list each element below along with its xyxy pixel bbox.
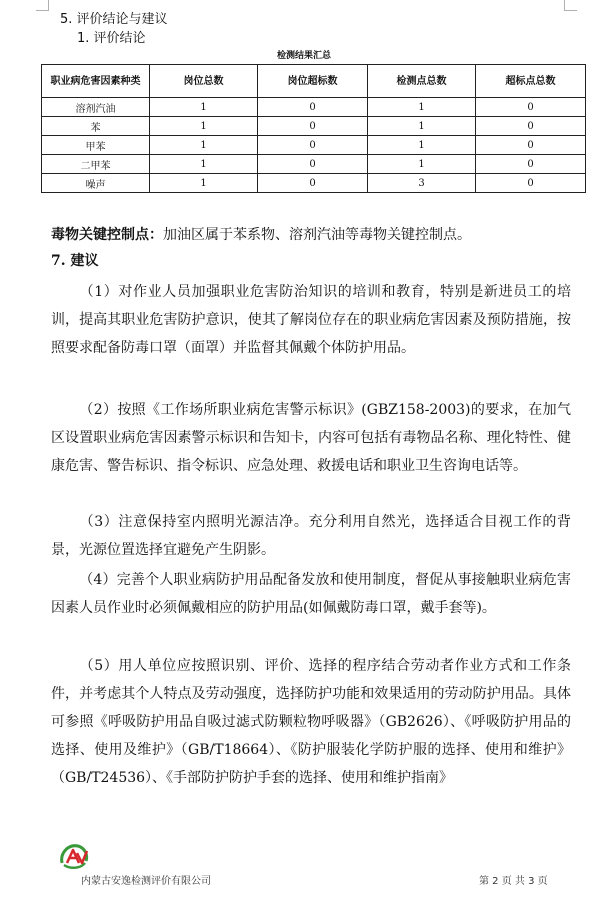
suggestion-item	[51, 652, 571, 792]
table-cell: 0	[476, 117, 586, 136]
table-cell: 0	[258, 174, 368, 193]
suggestion-item	[51, 396, 571, 480]
table-cell: 0	[476, 155, 586, 174]
header-point-exceed: 超标点总数	[476, 65, 586, 98]
table-cell: 噪声	[42, 174, 150, 193]
margin-corner-mark	[36, 0, 49, 11]
table-cell: 1	[368, 117, 476, 136]
header-point-total: 检测点总数	[368, 65, 476, 98]
table-cell: 苯	[42, 117, 150, 136]
suggestion-item	[51, 566, 571, 622]
footer-page-number: 第 2 页 共 3 页	[479, 876, 548, 887]
table-cell: 1	[150, 174, 258, 193]
table-cell: 0	[476, 98, 586, 117]
critical-text: 加油区属于苯系物、溶剂汽油等毒物关键控制点。	[163, 227, 471, 243]
table-cell: 1	[368, 136, 476, 155]
subsection-title: 1. 评价结论	[77, 31, 146, 46]
suggestion-text: （4）完善个人职业病防护用品配备发放和使用制度，督促从事接触职业病危害因素人员作业时必须佩戴相应的防护用品(如佩戴防毒口罩，戴手套等)。	[51, 572, 571, 616]
table-cell: 二甲苯	[42, 155, 150, 174]
table-cell: 1	[150, 117, 258, 136]
table-cell: 0	[258, 98, 368, 117]
critical-label: 毒物关键控制点：	[51, 227, 163, 243]
table-cell: 1	[150, 98, 258, 117]
table-cell: 1	[368, 155, 476, 174]
critical-control-point	[51, 221, 571, 249]
margin-corner-mark	[564, 0, 577, 11]
footer-company: 内蒙古安逸检测评价有限公司	[81, 876, 211, 887]
suggestion-text: （1）对作业人员加强职业危害防治知识的培训和教育，特别是新进员工的培训，提高其职业危害防护意识，使其了解岗位存在的职业病危害因素及预防措施，按照要求配备防毒口罩（面罩）并监督其佩戴个体防护用品。	[51, 284, 571, 356]
table-header-row	[42, 65, 586, 98]
table-row	[42, 117, 586, 136]
table-cell: 1	[150, 155, 258, 174]
company-logo-icon	[58, 841, 90, 871]
header-factor: 职业病危害因素种类	[42, 65, 150, 98]
suggestions-title: 7. 建议	[51, 253, 99, 269]
table-row	[42, 136, 586, 155]
table-cell: 0	[476, 174, 586, 193]
table-cell: 甲苯	[42, 136, 150, 155]
section-title: 5. 评价结论与建议	[60, 12, 168, 27]
table-caption: 检测结果汇总	[276, 51, 331, 61]
table-cell: 0	[258, 136, 368, 155]
table-cell: 0	[476, 136, 586, 155]
table-row	[42, 98, 586, 117]
table-cell: 1	[150, 136, 258, 155]
suggestion-item	[51, 508, 571, 564]
table-row	[42, 174, 586, 193]
suggestion-text: （2）按照《工作场所职业病危害警示标识》(GBZ158-2003)的要求，在加气区设置职业病危害因素警示标识和告知卡，内容可包括有毒物品名称、理化特性、健康危害、警告标识、指令标识、应急处理、救援电话和职业卫生咨询电话等。	[51, 402, 571, 474]
header-post-exceed: 岗位超标数	[258, 65, 368, 98]
table-cell: 0	[258, 117, 368, 136]
table-cell: 溶剂汽油	[42, 98, 150, 117]
table-cell: 0	[258, 155, 368, 174]
header-post-total: 岗位总数	[150, 65, 258, 98]
table-row	[42, 155, 586, 174]
results-table	[41, 64, 586, 193]
suggestion-text: （5）用人单位应按照识别、评价、选择的程序结合劳动者作业方式和工作条件，并考虑其个人特点及劳动强度，选择防护功能和效果适用的劳动防护用品。具体可参照《呼吸防护用品自吸过滤式防颗粒物呼吸器》（GB2626）、《呼吸防护用品的选择、使用及维护》（GB/T18664）、《防护服装化学防护服的选择、使用和维护》（GB/T24536）、《手部防护防护手套的选择、使用和维护指南》	[51, 658, 571, 786]
suggestion-item	[51, 278, 571, 362]
table-cell: 1	[368, 98, 476, 117]
table-cell: 3	[368, 174, 476, 193]
suggestion-text: （3）注意保持室内照明光源洁净。充分利用自然光，选择适合目视工作的背景，光源位置选择宜避免产生阴影。	[51, 514, 571, 558]
